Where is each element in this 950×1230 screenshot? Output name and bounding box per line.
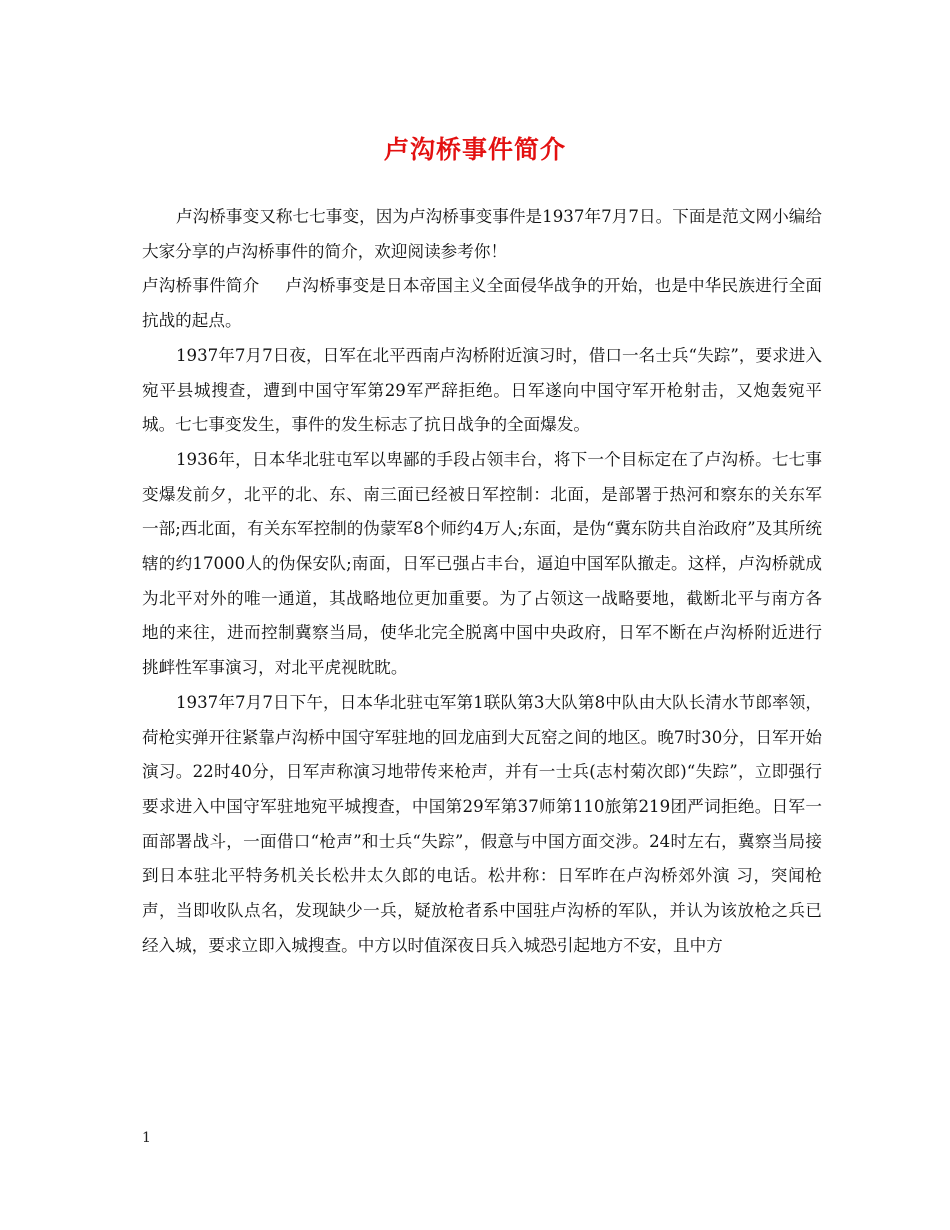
paragraph-intro: 卢沟桥事变又称七七事变，因为卢沟桥事变事件是1937年7月7日。下面是范文网小编给大家分享的卢沟桥事件的简介，欢迎阅读参考你！: [142, 207, 822, 261]
paragraph-summary: [142, 269, 822, 338]
page-number: 1: [142, 1130, 151, 1146]
paragraph-background: 1936年，日本华北驻屯军以卑鄙的手段占领丰台，将下一个目标定在了卢沟桥。七七事变爆发前夕，北平的北、东、南三面已经被日军控制：北面，是部署于热河和察东的关东军一部;西北面，有关东军控制的伪蒙军8个师约4万人;东面，是伪“冀东防共自治政府”及其所统辖的约17000人的伪保安队;南面，日军已强占丰台，逼迫中国军队撤走。这样，卢沟桥就成为北平对外的唯一通道，其战略地位更加重要。为了占领这一战略要地，截断北平与南方各地的来往，进而控制冀察当局，使华北完全脱离中国中央政府，日军不断在卢沟桥附近进行挑衅性军事演习，对北平虎视眈眈。: [142, 449, 822, 678]
summary-heading: 卢沟桥事件简介: [142, 276, 260, 296]
summary-text: 卢沟桥事变是日本帝国主义全面侵华战争的开始，也是中华民族进行全面抗战的起点。: [142, 276, 823, 331]
paragraph-details: 1937年7月7日下午，日本华北驻屯军第1联队第3大队第8中队由大队长清水节郎率领，荷枪实弹开往紧靠卢沟桥中国守军驻地的回龙庙到大瓦窑之间的地区。晚7时30分，日军开始演习。22时40分，日军声称演习地带传来枪声，并有一士兵(志村菊次郎)“失踪”，立即强行要求进入中国守军驻地宛平城搜查，中国第29军第37师第110旅第219团严词拒绝。日军一面部署战斗，一面借口“枪声”和士兵“失踪”，假意与中国方面交涉。24时左右，冀察当局接到日本驻北平特务机关长松井太久郎的电话。松井称：日军昨在卢沟桥郊外演 习，突闻枪声，当即收队点名，发现缺少一兵，疑放枪者系中国驻卢沟桥的军队，并认为该放枪之兵已经入城，要求立即入城搜查。中方以时值深夜日兵入城恐引起地方不安，且中方: [142, 692, 822, 955]
paragraph-incident: 1937年7月7日夜，日军在北平西南卢沟桥附近演习时，借口一名士兵“失踪”，要求进入宛平县城搜查，遭到中国守军第29军严辞拒绝。日军遂向中国守军开枪射击，又炮轰宛平城。七七事变发生，事件的发生标志了抗日战争的全面爆发。: [142, 345, 822, 435]
document-body: [142, 200, 822, 963]
document-title: 卢沟桥事件简介: [383, 135, 566, 164]
